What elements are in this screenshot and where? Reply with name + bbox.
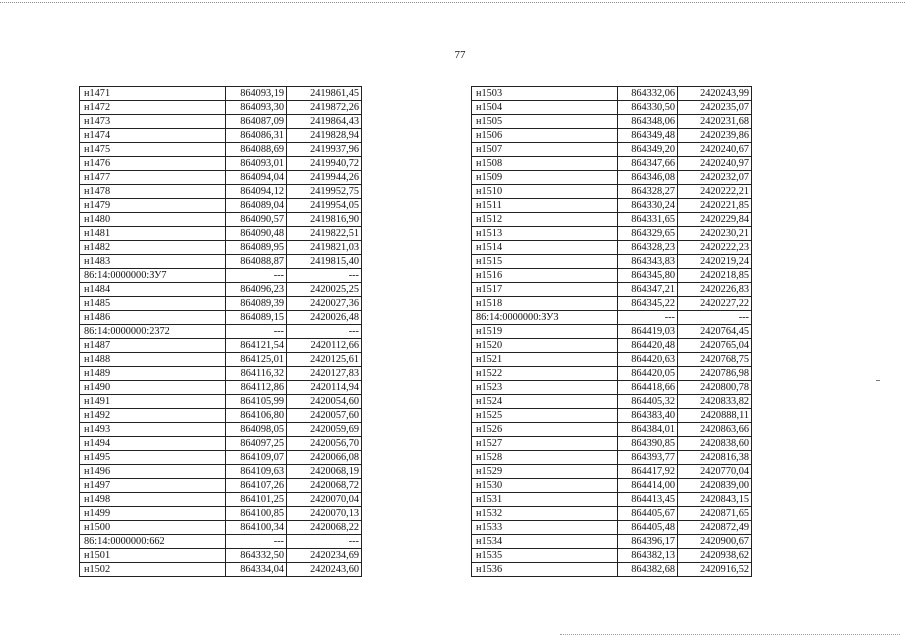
- point-id-cell: н1508: [472, 157, 618, 171]
- y-coordinate-cell: 2420066,08: [287, 451, 362, 465]
- y-coordinate-cell: 2420816,38: [678, 451, 752, 465]
- y-coordinate-cell: 2419815,40: [287, 255, 362, 269]
- table-row: [472, 283, 752, 297]
- y-coordinate-cell: 2420222,23: [678, 241, 752, 255]
- point-id-cell: н1491: [80, 395, 226, 409]
- y-coordinate-cell: 2420222,21: [678, 185, 752, 199]
- coordinates-table-right: [471, 86, 752, 577]
- y-coordinate-cell: 2420125,61: [287, 353, 362, 367]
- x-coordinate-cell: 864347,66: [618, 157, 678, 171]
- y-coordinate-cell: 2420059,69: [287, 423, 362, 437]
- y-coordinate-cell: 2419821,03: [287, 241, 362, 255]
- y-coordinate-cell: 2419828,94: [287, 129, 362, 143]
- y-coordinate-cell: 2420227,22: [678, 297, 752, 311]
- table-row: [472, 143, 752, 157]
- table-row: [472, 339, 752, 353]
- table-row: [80, 255, 362, 269]
- table-row: [472, 465, 752, 479]
- x-coordinate-cell: 864121,54: [226, 339, 287, 353]
- point-id-cell: н1536: [472, 563, 618, 577]
- table-row: [80, 171, 362, 185]
- table-row: [80, 423, 362, 437]
- table-row: [472, 381, 752, 395]
- table-row: [80, 353, 362, 367]
- y-coordinate-cell: 2420243,60: [287, 563, 362, 577]
- table-row: [472, 157, 752, 171]
- point-id-cell: 86:14:0000000:662: [80, 535, 226, 549]
- table-row: [80, 563, 362, 577]
- x-coordinate-cell: 864098,05: [226, 423, 287, 437]
- y-coordinate-cell: 2420231,68: [678, 115, 752, 129]
- parcel-row: [80, 325, 362, 339]
- x-coordinate-cell: 864420,05: [618, 367, 678, 381]
- x-coordinate-cell: 864093,30: [226, 101, 287, 115]
- point-id-cell: н1521: [472, 353, 618, 367]
- x-coordinate-cell: 864116,32: [226, 367, 287, 381]
- x-coordinate-cell: 864413,45: [618, 493, 678, 507]
- table-row: [80, 437, 362, 451]
- y-coordinate-cell: ---: [678, 311, 752, 325]
- x-coordinate-cell: 864405,48: [618, 521, 678, 535]
- table-row: [472, 521, 752, 535]
- x-coordinate-cell: 864396,17: [618, 535, 678, 549]
- point-id-cell: н1518: [472, 297, 618, 311]
- y-coordinate-cell: 2420871,65: [678, 507, 752, 521]
- table-row: [472, 451, 752, 465]
- table-row: [472, 255, 752, 269]
- point-id-cell: н1494: [80, 437, 226, 451]
- y-coordinate-cell: 2419954,05: [287, 199, 362, 213]
- point-id-cell: н1514: [472, 241, 618, 255]
- x-coordinate-cell: 864094,04: [226, 171, 287, 185]
- point-id-cell: н1482: [80, 241, 226, 255]
- point-id-cell: н1473: [80, 115, 226, 129]
- y-coordinate-cell: 2420070,04: [287, 493, 362, 507]
- point-id-cell: н1506: [472, 129, 618, 143]
- table-row: [80, 101, 362, 115]
- y-coordinate-cell: 2420770,04: [678, 465, 752, 479]
- table-row: [472, 241, 752, 255]
- point-id-cell: н1529: [472, 465, 618, 479]
- x-coordinate-cell: 864328,23: [618, 241, 678, 255]
- page-number: 77: [454, 49, 466, 61]
- x-coordinate-cell: 864093,19: [226, 87, 287, 101]
- table-row: [80, 493, 362, 507]
- y-coordinate-cell: 2420240,97: [678, 157, 752, 171]
- point-id-cell: н1477: [80, 171, 226, 185]
- point-id-cell: н1532: [472, 507, 618, 521]
- table-row: [80, 297, 362, 311]
- x-coordinate-cell: 864087,09: [226, 115, 287, 129]
- table-row: [80, 129, 362, 143]
- x-coordinate-cell: 864349,48: [618, 129, 678, 143]
- x-coordinate-cell: ---: [226, 269, 287, 283]
- x-coordinate-cell: 864329,65: [618, 227, 678, 241]
- y-coordinate-cell: 2420056,70: [287, 437, 362, 451]
- y-coordinate-cell: 2420026,48: [287, 311, 362, 325]
- point-id-cell: н1534: [472, 535, 618, 549]
- point-id-cell: н1505: [472, 115, 618, 129]
- x-coordinate-cell: 864382,13: [618, 549, 678, 563]
- y-coordinate-cell: 2420863,66: [678, 423, 752, 437]
- point-id-cell: н1500: [80, 521, 226, 535]
- table-row: [80, 241, 362, 255]
- point-id-cell: н1474: [80, 129, 226, 143]
- point-id-cell: н1504: [472, 101, 618, 115]
- y-coordinate-cell: ---: [287, 535, 362, 549]
- x-coordinate-cell: 864414,00: [618, 479, 678, 493]
- point-id-cell: н1517: [472, 283, 618, 297]
- table-row: [472, 409, 752, 423]
- y-coordinate-cell: 2420127,83: [287, 367, 362, 381]
- table-row: [80, 115, 362, 129]
- point-id-cell: н1479: [80, 199, 226, 213]
- x-coordinate-cell: ---: [618, 311, 678, 325]
- table-row: [80, 227, 362, 241]
- y-coordinate-cell: 2420786,98: [678, 367, 752, 381]
- point-id-cell: н1471: [80, 87, 226, 101]
- table-row: [472, 367, 752, 381]
- table-row: [472, 507, 752, 521]
- x-coordinate-cell: 864093,01: [226, 157, 287, 171]
- table-row: [80, 87, 362, 101]
- x-coordinate-cell: 864332,06: [618, 87, 678, 101]
- point-id-cell: н1488: [80, 353, 226, 367]
- y-coordinate-cell: 2420800,78: [678, 381, 752, 395]
- point-id-cell: н1527: [472, 437, 618, 451]
- x-coordinate-cell: 864089,39: [226, 297, 287, 311]
- x-coordinate-cell: 864349,20: [618, 143, 678, 157]
- x-coordinate-cell: ---: [226, 535, 287, 549]
- y-coordinate-cell: 2420232,07: [678, 171, 752, 185]
- point-id-cell: н1515: [472, 255, 618, 269]
- point-id-cell: н1513: [472, 227, 618, 241]
- point-id-cell: н1485: [80, 297, 226, 311]
- x-coordinate-cell: 864343,83: [618, 255, 678, 269]
- point-id-cell: н1510: [472, 185, 618, 199]
- table-row: [472, 269, 752, 283]
- x-coordinate-cell: 864100,34: [226, 521, 287, 535]
- table-row: [472, 115, 752, 129]
- y-coordinate-cell: 2420888,11: [678, 409, 752, 423]
- table-row: [80, 409, 362, 423]
- point-id-cell: н1480: [80, 213, 226, 227]
- point-id-cell: 86:14:0000000:ЗУ3: [472, 311, 618, 325]
- table-row: [472, 479, 752, 493]
- y-coordinate-cell: 2420068,72: [287, 479, 362, 493]
- x-coordinate-cell: ---: [226, 325, 287, 339]
- table-row: [472, 353, 752, 367]
- table-row: [472, 297, 752, 311]
- x-coordinate-cell: 864345,80: [618, 269, 678, 283]
- point-id-cell: н1502: [80, 563, 226, 577]
- point-id-cell: н1511: [472, 199, 618, 213]
- table-row: [80, 143, 362, 157]
- point-id-cell: н1475: [80, 143, 226, 157]
- table-row: [472, 563, 752, 577]
- x-coordinate-cell: 864390,85: [618, 437, 678, 451]
- y-coordinate-cell: 2419864,43: [287, 115, 362, 129]
- x-coordinate-cell: 864100,85: [226, 507, 287, 521]
- y-coordinate-cell: 2420843,15: [678, 493, 752, 507]
- table-row: [472, 549, 752, 563]
- y-coordinate-cell: 2420221,85: [678, 199, 752, 213]
- x-coordinate-cell: 864384,01: [618, 423, 678, 437]
- y-coordinate-cell: 2419940,72: [287, 157, 362, 171]
- table-row: [80, 283, 362, 297]
- y-coordinate-cell: 2420054,60: [287, 395, 362, 409]
- x-coordinate-cell: 864088,87: [226, 255, 287, 269]
- point-id-cell: н1499: [80, 507, 226, 521]
- y-coordinate-cell: 2420112,66: [287, 339, 362, 353]
- table-row: [80, 311, 362, 325]
- table-row: [472, 493, 752, 507]
- table-row: [472, 101, 752, 115]
- y-coordinate-cell: 2420025,25: [287, 283, 362, 297]
- table-row: [80, 339, 362, 353]
- x-coordinate-cell: 864419,03: [618, 325, 678, 339]
- y-coordinate-cell: 2419861,45: [287, 87, 362, 101]
- x-coordinate-cell: 864383,40: [618, 409, 678, 423]
- y-coordinate-cell: 2420938,62: [678, 549, 752, 563]
- point-id-cell: н1490: [80, 381, 226, 395]
- y-coordinate-cell: ---: [287, 269, 362, 283]
- x-coordinate-cell: 864417,92: [618, 465, 678, 479]
- x-coordinate-cell: 864109,63: [226, 465, 287, 479]
- table-row: [472, 185, 752, 199]
- x-coordinate-cell: 864382,68: [618, 563, 678, 577]
- x-coordinate-cell: 864393,77: [618, 451, 678, 465]
- point-id-cell: н1493: [80, 423, 226, 437]
- point-id-cell: н1495: [80, 451, 226, 465]
- x-coordinate-cell: 864096,23: [226, 283, 287, 297]
- point-id-cell: н1478: [80, 185, 226, 199]
- point-id-cell: н1484: [80, 283, 226, 297]
- table-row: [472, 395, 752, 409]
- table-row: [472, 423, 752, 437]
- y-coordinate-cell: 2420235,07: [678, 101, 752, 115]
- y-coordinate-cell: 2420765,04: [678, 339, 752, 353]
- point-id-cell: н1487: [80, 339, 226, 353]
- table-row: [80, 507, 362, 521]
- point-id-cell: н1525: [472, 409, 618, 423]
- y-coordinate-cell: 2420027,36: [287, 297, 362, 311]
- point-id-cell: н1520: [472, 339, 618, 353]
- table-row: [472, 171, 752, 185]
- y-coordinate-cell: 2419952,75: [287, 185, 362, 199]
- y-coordinate-cell: 2420833,82: [678, 395, 752, 409]
- x-coordinate-cell: 864348,06: [618, 115, 678, 129]
- y-coordinate-cell: 2420230,21: [678, 227, 752, 241]
- x-coordinate-cell: 864112,86: [226, 381, 287, 395]
- x-coordinate-cell: 864106,80: [226, 409, 287, 423]
- table-row: [472, 129, 752, 143]
- x-coordinate-cell: 864420,63: [618, 353, 678, 367]
- point-id-cell: н1531: [472, 493, 618, 507]
- point-id-cell: н1530: [472, 479, 618, 493]
- point-id-cell: н1533: [472, 521, 618, 535]
- point-id-cell: н1492: [80, 409, 226, 423]
- x-coordinate-cell: 864097,25: [226, 437, 287, 451]
- point-id-cell: н1528: [472, 451, 618, 465]
- x-coordinate-cell: 864405,67: [618, 507, 678, 521]
- y-coordinate-cell: 2420900,67: [678, 535, 752, 549]
- y-coordinate-cell: 2420764,45: [678, 325, 752, 339]
- point-id-cell: н1522: [472, 367, 618, 381]
- x-coordinate-cell: 864089,04: [226, 199, 287, 213]
- x-coordinate-cell: 864345,22: [618, 297, 678, 311]
- x-coordinate-cell: 864330,50: [618, 101, 678, 115]
- point-id-cell: н1497: [80, 479, 226, 493]
- point-id-cell: н1498: [80, 493, 226, 507]
- point-id-cell: н1509: [472, 171, 618, 185]
- point-id-cell: н1526: [472, 423, 618, 437]
- y-coordinate-cell: 2420240,67: [678, 143, 752, 157]
- point-id-cell: н1524: [472, 395, 618, 409]
- x-coordinate-cell: 864418,66: [618, 381, 678, 395]
- table-row: [80, 381, 362, 395]
- point-id-cell: 86:14:0000000:2372: [80, 325, 226, 339]
- table-row: [472, 325, 752, 339]
- x-coordinate-cell: 864107,26: [226, 479, 287, 493]
- x-coordinate-cell: 864331,65: [618, 213, 678, 227]
- parcel-row: [472, 311, 752, 325]
- point-id-cell: н1503: [472, 87, 618, 101]
- y-coordinate-cell: ---: [287, 325, 362, 339]
- x-coordinate-cell: 864125,01: [226, 353, 287, 367]
- x-coordinate-cell: 864346,08: [618, 171, 678, 185]
- scan-edge-top: [0, 2, 905, 6]
- point-id-cell: н1496: [80, 465, 226, 479]
- y-coordinate-cell: 2420219,24: [678, 255, 752, 269]
- table-row: [472, 87, 752, 101]
- y-coordinate-cell: 2420839,00: [678, 479, 752, 493]
- table-row: [80, 185, 362, 199]
- x-coordinate-cell: 864420,48: [618, 339, 678, 353]
- parcel-row: [80, 535, 362, 549]
- table-row: [80, 465, 362, 479]
- point-id-cell: н1519: [472, 325, 618, 339]
- x-coordinate-cell: 864090,48: [226, 227, 287, 241]
- point-id-cell: н1535: [472, 549, 618, 563]
- table-row: [80, 549, 362, 563]
- y-coordinate-cell: 2419872,26: [287, 101, 362, 115]
- scan-mark: [876, 380, 880, 381]
- x-coordinate-cell: 864094,12: [226, 185, 287, 199]
- table-row: [472, 437, 752, 451]
- y-coordinate-cell: 2420068,19: [287, 465, 362, 479]
- scan-edge-bottom: [560, 634, 900, 637]
- y-coordinate-cell: 2420234,69: [287, 549, 362, 563]
- y-coordinate-cell: 2420243,99: [678, 87, 752, 101]
- y-coordinate-cell: 2420239,86: [678, 129, 752, 143]
- table-row: [80, 395, 362, 409]
- point-id-cell: н1512: [472, 213, 618, 227]
- y-coordinate-cell: 2420068,22: [287, 521, 362, 535]
- point-id-cell: н1501: [80, 549, 226, 563]
- x-coordinate-cell: 864101,25: [226, 493, 287, 507]
- point-id-cell: н1472: [80, 101, 226, 115]
- table-row: [80, 157, 362, 171]
- y-coordinate-cell: 2420916,52: [678, 563, 752, 577]
- point-id-cell: н1486: [80, 311, 226, 325]
- point-id-cell: н1476: [80, 157, 226, 171]
- x-coordinate-cell: 864086,31: [226, 129, 287, 143]
- table-row: [80, 213, 362, 227]
- y-coordinate-cell: 2420057,60: [287, 409, 362, 423]
- coordinates-table-left: [79, 86, 362, 577]
- y-coordinate-cell: 2420872,49: [678, 521, 752, 535]
- table-row: [80, 479, 362, 493]
- x-coordinate-cell: 864328,27: [618, 185, 678, 199]
- x-coordinate-cell: 864330,24: [618, 199, 678, 213]
- x-coordinate-cell: 864332,50: [226, 549, 287, 563]
- table-row: [80, 367, 362, 381]
- x-coordinate-cell: 864109,07: [226, 451, 287, 465]
- y-coordinate-cell: 2419937,96: [287, 143, 362, 157]
- x-coordinate-cell: 864090,57: [226, 213, 287, 227]
- x-coordinate-cell: 864347,21: [618, 283, 678, 297]
- table-row: [80, 199, 362, 213]
- y-coordinate-cell: 2420229,84: [678, 213, 752, 227]
- point-id-cell: н1481: [80, 227, 226, 241]
- y-coordinate-cell: 2420218,85: [678, 269, 752, 283]
- table-row: [472, 199, 752, 213]
- y-coordinate-cell: 2420070,13: [287, 507, 362, 521]
- x-coordinate-cell: 864405,32: [618, 395, 678, 409]
- y-coordinate-cell: 2420114,94: [287, 381, 362, 395]
- point-id-cell: 86:14:0000000:ЗУ7: [80, 269, 226, 283]
- point-id-cell: н1507: [472, 143, 618, 157]
- y-coordinate-cell: 2420226,83: [678, 283, 752, 297]
- y-coordinate-cell: 2419944,26: [287, 171, 362, 185]
- table-row: [80, 451, 362, 465]
- table-row: [472, 535, 752, 549]
- point-id-cell: н1516: [472, 269, 618, 283]
- point-id-cell: н1483: [80, 255, 226, 269]
- table-row: [80, 521, 362, 535]
- table-row: [472, 227, 752, 241]
- point-id-cell: н1489: [80, 367, 226, 381]
- parcel-row: [80, 269, 362, 283]
- x-coordinate-cell: 864334,04: [226, 563, 287, 577]
- y-coordinate-cell: 2420768,75: [678, 353, 752, 367]
- table-row: [472, 213, 752, 227]
- y-coordinate-cell: 2419816,90: [287, 213, 362, 227]
- y-coordinate-cell: 2420838,60: [678, 437, 752, 451]
- y-coordinate-cell: 2419822,51: [287, 227, 362, 241]
- point-id-cell: н1523: [472, 381, 618, 395]
- x-coordinate-cell: 864088,69: [226, 143, 287, 157]
- x-coordinate-cell: 864089,95: [226, 241, 287, 255]
- x-coordinate-cell: 864089,15: [226, 311, 287, 325]
- x-coordinate-cell: 864105,99: [226, 395, 287, 409]
